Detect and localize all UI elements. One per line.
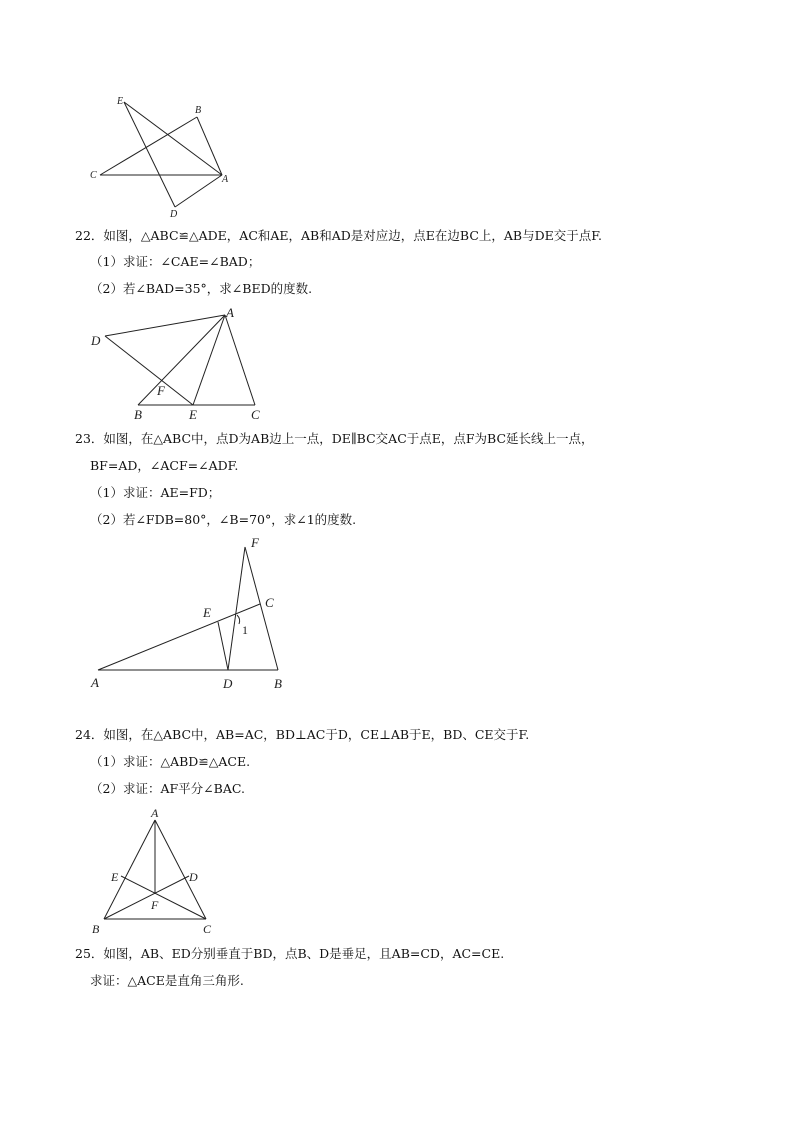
label-1: 1	[242, 623, 248, 637]
segment-de	[105, 336, 193, 405]
segment-ea	[124, 102, 222, 175]
label-e: E	[111, 870, 119, 884]
q24-stem: 24．如图，在△ABC中，AB=AC，BD⊥AC于D，CE⊥AB于E，BD、CE交于F.	[75, 727, 530, 742]
label-b: B	[134, 407, 142, 422]
figure-q24	[85, 805, 225, 940]
q22-part1: （1）求证：∠CAE=∠BAD；	[90, 254, 261, 269]
segment-ed	[124, 102, 175, 207]
label-c: C	[251, 407, 260, 422]
label-c: C	[265, 595, 274, 610]
segment-de	[218, 622, 228, 670]
label-f: F	[251, 535, 259, 550]
q24-part1: （1）求证：△ABD≌△ACE.	[90, 754, 251, 769]
q23-part1: （1）求证：AE=FD；	[90, 485, 221, 500]
angle-1-arc	[237, 615, 240, 624]
label-e: E	[117, 96, 124, 107]
figure-q22	[85, 305, 275, 425]
q25-part1: 求证：△ACE是直角三角形.	[90, 973, 244, 988]
label-c: C	[90, 170, 97, 181]
segment-ae	[193, 315, 225, 405]
q25-stem: 25．如图，AB、ED分别垂直于BD，点B、D是垂足，且AB=CD，AC=CE.	[75, 946, 505, 961]
label-f: F	[157, 383, 165, 398]
label-d: D	[223, 676, 233, 691]
q22-part2: （2）若∠BAD=35°，求∠BED的度数.	[90, 281, 313, 296]
segment-da	[105, 315, 225, 336]
label-a: A	[91, 675, 99, 690]
label-c: C	[203, 922, 212, 936]
q23-stem-line2: BF=AD，∠ACF=∠ADF.	[90, 458, 239, 473]
q23-part2: （2）若∠FDB=80°，∠B=70°，求∠1的度数.	[90, 512, 357, 527]
q23-stem-line1: 23．如图，在△ABC中，点D为AB边上一点，DE∥BC交AC于点E，点F为BC延长线上一点，	[75, 431, 594, 446]
segment-da	[175, 175, 222, 207]
label-b: B	[92, 922, 100, 936]
q22-stem: 22．如图，△ABC≌△ADE，AC和AE，AB和AD是对应边，点E在边BC上，AB与DE交于点F.	[75, 228, 602, 243]
figure-q23	[85, 535, 300, 695]
label-f: F	[151, 898, 159, 912]
q24-part2: （2）求证：AF平分∠BAC.	[90, 781, 245, 796]
label-e: E	[189, 407, 197, 422]
label-b: B	[195, 105, 202, 116]
label-a: A	[151, 806, 159, 820]
label-b: B	[274, 676, 282, 691]
segment-ac	[225, 315, 255, 405]
segment-df	[228, 547, 245, 670]
label-d: D	[91, 333, 101, 348]
label-d: D	[189, 870, 198, 884]
segment-ab	[138, 315, 225, 405]
label-e: E	[203, 605, 211, 620]
figure-q21	[80, 90, 240, 220]
segment-ac	[155, 820, 206, 919]
label-a: A	[226, 305, 234, 320]
label-d: D	[170, 209, 178, 220]
label-a: A	[222, 174, 229, 185]
